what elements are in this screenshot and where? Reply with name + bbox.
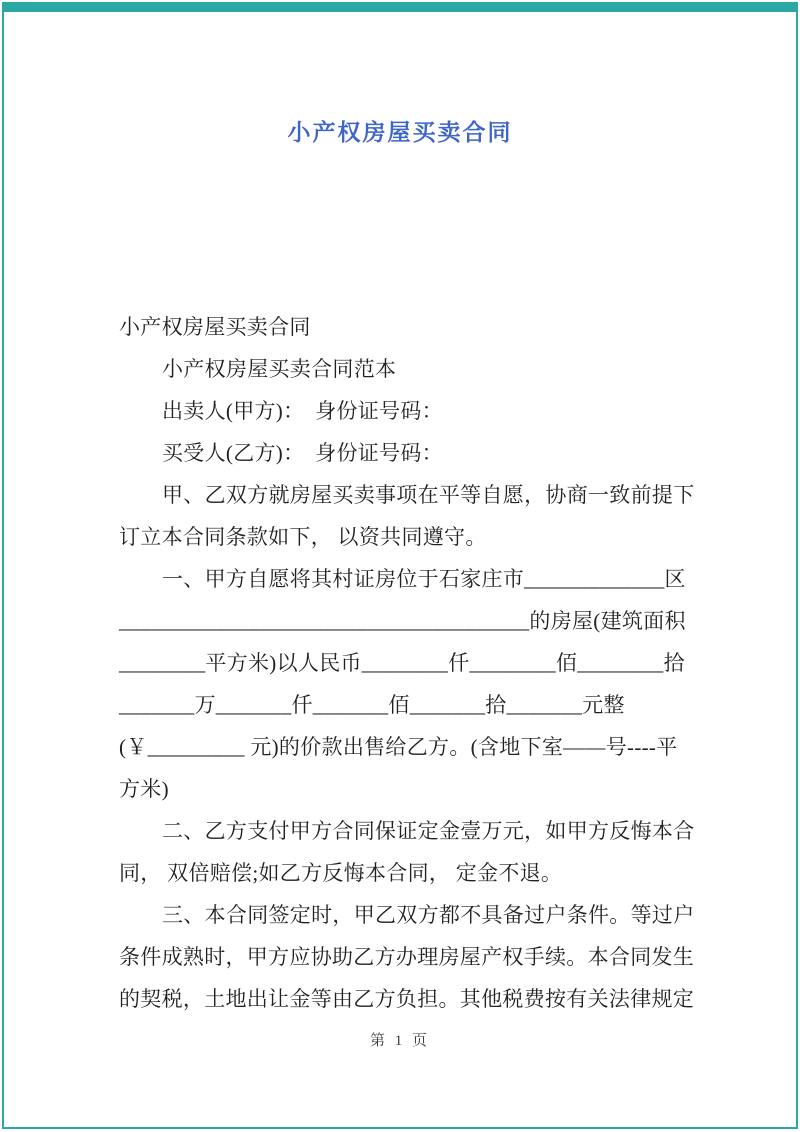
text-line-seller: 出卖人(甲方)： 身份证号码： (162, 399, 443, 423)
text-line-subheading: 小产权房屋买卖合同范本 (162, 357, 397, 381)
document-title: 小产权房屋买卖合同 (287, 119, 513, 145)
text-line: 同， 双倍赔偿;如乙方反悔本合同， 定金不退。 (119, 861, 563, 885)
text-line: ______________________________________的房屋(建筑面积 (119, 609, 686, 633)
text-line-heading: 小产权房屋买卖合同 (119, 315, 311, 339)
text-line-buyer: 买受人(乙方)： 身份证号码： (162, 441, 443, 465)
text-line-clause-1: 一、甲方自愿将其村证房位于石家庄市_____________区 (162, 567, 686, 591)
text-line-clause-2: 二、乙方支付甲方合同保证定金壹万元，如甲方反悔本合 (162, 819, 695, 843)
text-line: 订立本合同条款如下， 以资共同遵守。 (119, 525, 487, 549)
text-line: 的契税，土地出让金等由乙方负担。其他税费按有关法律规定 (119, 987, 695, 1011)
text-line: (￥_________ 元)的价款出售给乙方。(含地下室——号----平 (119, 735, 678, 759)
document-body (119, 306, 695, 1020)
page-number: 第 1 页 (369, 1033, 430, 1049)
text-line-clause-3: 三、本合同签定时，甲乙双方都不具备过户条件。等过户 (162, 903, 695, 927)
text-line: ________平方米)以人民币________仟________佰________拾 (119, 651, 685, 675)
text-line: 甲、乙双方就房屋买卖事项在平等自愿，协商一致前提下 (162, 483, 695, 507)
text-line: _______万_______仟_______佰_______拾_______元整 (119, 693, 625, 717)
text-line: 条件成熟时，甲方应协助乙方办理房屋产权手续。本合同发生 (119, 945, 695, 969)
text-line: 方米) (119, 777, 169, 801)
